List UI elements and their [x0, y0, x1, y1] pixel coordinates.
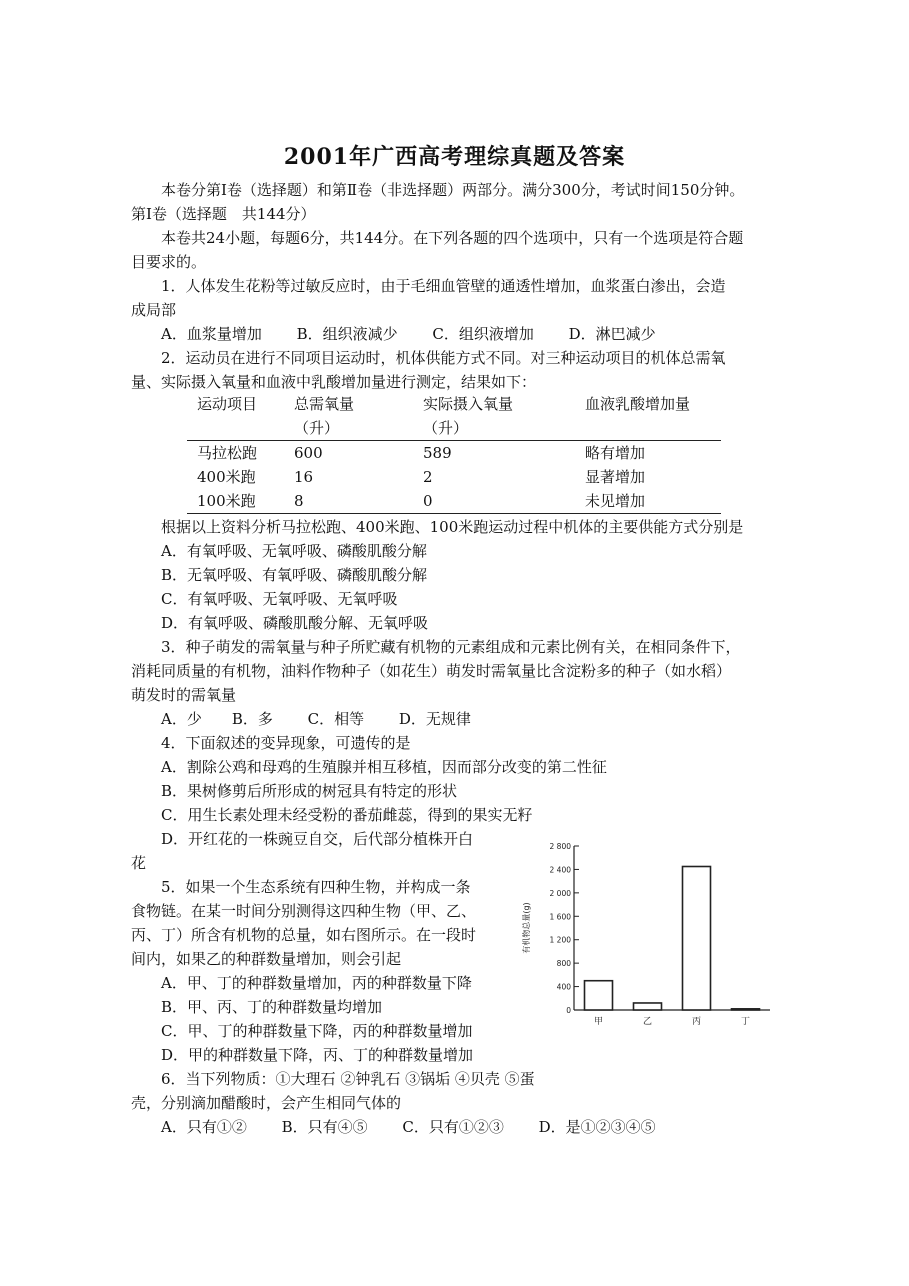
- q4-stem: 4．下面叙述的变异现象，可遗传的是: [161, 734, 411, 752]
- x-tick-label: 丙: [691, 1017, 702, 1027]
- table-subheader-row: [187, 416, 721, 441]
- bar-2: [634, 1003, 662, 1010]
- y-tick-label: 1 600: [549, 912, 571, 922]
- y-tick-label: 800: [556, 959, 571, 969]
- organic-matter-bar-chart: [518, 838, 778, 1034]
- table-cell: 未见增加: [575, 489, 721, 514]
- instructions-line-1: 本卷共24小题，每题6分，共144分。在下列各题的四个选项中，只有一个选项是符合题: [161, 229, 744, 247]
- y-tick-label: 2 400: [549, 865, 571, 875]
- q1-stem-1: 1．人体发生花粉等过敏反应时，由于毛细血管壁的通透性增加，血浆蛋白渗出，会造: [161, 277, 726, 295]
- table-cell: 马拉松跑: [197, 444, 258, 462]
- q5-option-b: B．甲、丙、丁的种群数量均增加: [161, 998, 383, 1016]
- table-cell: 600: [294, 444, 323, 462]
- q3-stem-2: 消耗同质量的有机物，油料作物种子（如花生）萌发时需氧量比含淀粉多的种子（如水稻）: [131, 662, 732, 680]
- q2-question: 根据以上资料分析马拉松跑、400米跑、100米跑运动过程中机体的主要供能方式分别是: [161, 518, 744, 536]
- table-header-cell: 总需氧量: [294, 395, 355, 413]
- y-tick-label: 400: [556, 982, 571, 992]
- table-cell: 8: [284, 489, 413, 514]
- q6-stem-1: 6．当下列物质：①大理石 ②钟乳石 ③锅垢 ④贝壳 ⑤蛋: [161, 1070, 535, 1088]
- x-tick-label: 甲: [593, 1017, 604, 1027]
- table-cell: 0: [413, 489, 575, 514]
- table-subheader-cell: [187, 416, 284, 441]
- y-tick-label: 2 800: [549, 842, 571, 851]
- q6-options: A．只有①② B．只有④⑤ C．只有①②③ D．是①②③④⑤: [161, 1118, 656, 1136]
- q5-option-a: A．甲、丁的种群数量增加，丙的种群数量下降: [161, 974, 472, 992]
- q3-options: A．少 B．多 C．相等 D．无规律: [161, 710, 471, 728]
- q6-stem-2: 壳，分别滴加醋酸时，会产生相同气体的: [131, 1094, 402, 1112]
- table-cell: 显著增加: [585, 468, 646, 486]
- intro-text: 本卷分第Ⅰ卷（选择题）和第Ⅱ卷（非选择题）两部分。满分300分，考试时间150分钟。: [161, 181, 745, 199]
- bar-4: [732, 1009, 760, 1010]
- q5-stem-1: 5．如果一个生态系统有四种生物，并构成一条: [161, 878, 471, 896]
- y-tick-label: 1 200: [549, 935, 571, 945]
- table-header-cell: 血液乳酸增加量: [585, 395, 691, 413]
- q4-option-d: D．开红花的一株豌豆自交，后代部分植株开白: [161, 830, 474, 848]
- q4-option-a: A．割除公鸡和母鸡的生殖腺并相互移植，因而部分改变的第二性征: [161, 758, 607, 776]
- q2-stem-1: 2．运动员在进行不同项目运动时，机体供能方式不同。对三种运动项目的机体总需氧: [161, 349, 726, 367]
- q4-option-d-tail: 花: [131, 854, 147, 872]
- q1-options: A．血浆量增加 B．组织液减少 C．组织液增加 D．淋巴减少: [161, 325, 656, 343]
- q2-option-b: B．无氧呼吸、有氧呼吸、磷酸肌酸分解: [161, 566, 428, 584]
- table-subheader-cell: （升）: [284, 416, 413, 441]
- y-axis-label: 有机物总量(g): [522, 902, 531, 954]
- x-tick-label: 丁: [740, 1017, 751, 1027]
- q3-stem-3: 萌发时的需氧量: [131, 686, 237, 704]
- q2-data-table: [187, 392, 721, 514]
- q5-stem-2: 食物链。在某一时间分别测得这四种生物（甲、乙、: [131, 902, 477, 920]
- q1-stem-2: 成局部: [131, 301, 177, 319]
- q2-option-d: D．有氧呼吸、磷酸肌酸分解、无氧呼吸: [161, 614, 429, 632]
- section-title: 第Ⅰ卷（选择题 共144分）: [131, 205, 316, 223]
- table-row: [187, 465, 721, 489]
- instructions-line-2: 目要求的。: [131, 253, 207, 271]
- y-tick-label: 2 000: [549, 888, 571, 898]
- table-subheader-cell: [575, 416, 721, 441]
- table-header-row: [187, 392, 721, 416]
- table-cell: 略有增加: [585, 444, 646, 462]
- q5-option-c: C．甲、丁的种群数量下降，丙的种群数量增加: [161, 1022, 473, 1040]
- table-header-cell: 运动项目: [197, 395, 258, 413]
- bar-1: [585, 981, 613, 1010]
- table-cell: 100米跑: [187, 489, 284, 514]
- q2-option-c: C．有氧呼吸、无氧呼吸、无氧呼吸: [161, 590, 398, 608]
- table-subheader-cell: （升）: [413, 416, 575, 441]
- table-header-cell: 实际摄入氧量: [423, 395, 514, 413]
- q3-stem-1: 3．种子萌发的需氧量与种子所贮藏有机物的元素组成和元素比例有关，在相同条件下，: [161, 638, 741, 656]
- q2-option-a: A．有氧呼吸、无氧呼吸、磷酸肌酸分解: [161, 542, 427, 560]
- q2-stem-2: 量、实际摄入氧量和血液中乳酸增加量进行测定，结果如下：: [131, 373, 537, 391]
- q5-stem-3: 丙、丁）所含有机物的总量，如右图所示。在一段时: [131, 926, 477, 944]
- bar-3: [683, 867, 711, 1011]
- q4-option-c: C．用生长素处理未经受粉的番茄雌蕊，得到的果实无籽: [161, 806, 533, 824]
- table-row: [187, 441, 721, 466]
- q5-stem-4: 间内，如果乙的种群数量增加，则会引起: [131, 950, 402, 968]
- table-cell: 2: [423, 468, 433, 486]
- page-title: 2001年广西高考理综真题及答案: [283, 144, 626, 170]
- y-tick-label: 0: [566, 1006, 571, 1015]
- table-cell: 400米跑: [197, 468, 256, 486]
- q4-option-b: B．果树修剪后所形成的树冠具有特定的形状: [161, 782, 458, 800]
- table-cell: 589: [423, 444, 452, 462]
- table-cell: 16: [294, 468, 314, 486]
- x-tick-label: 乙: [642, 1017, 653, 1027]
- table-row: [187, 489, 721, 514]
- q5-option-d: D．甲的种群数量下降，丙、丁的种群数量增加: [161, 1046, 474, 1064]
